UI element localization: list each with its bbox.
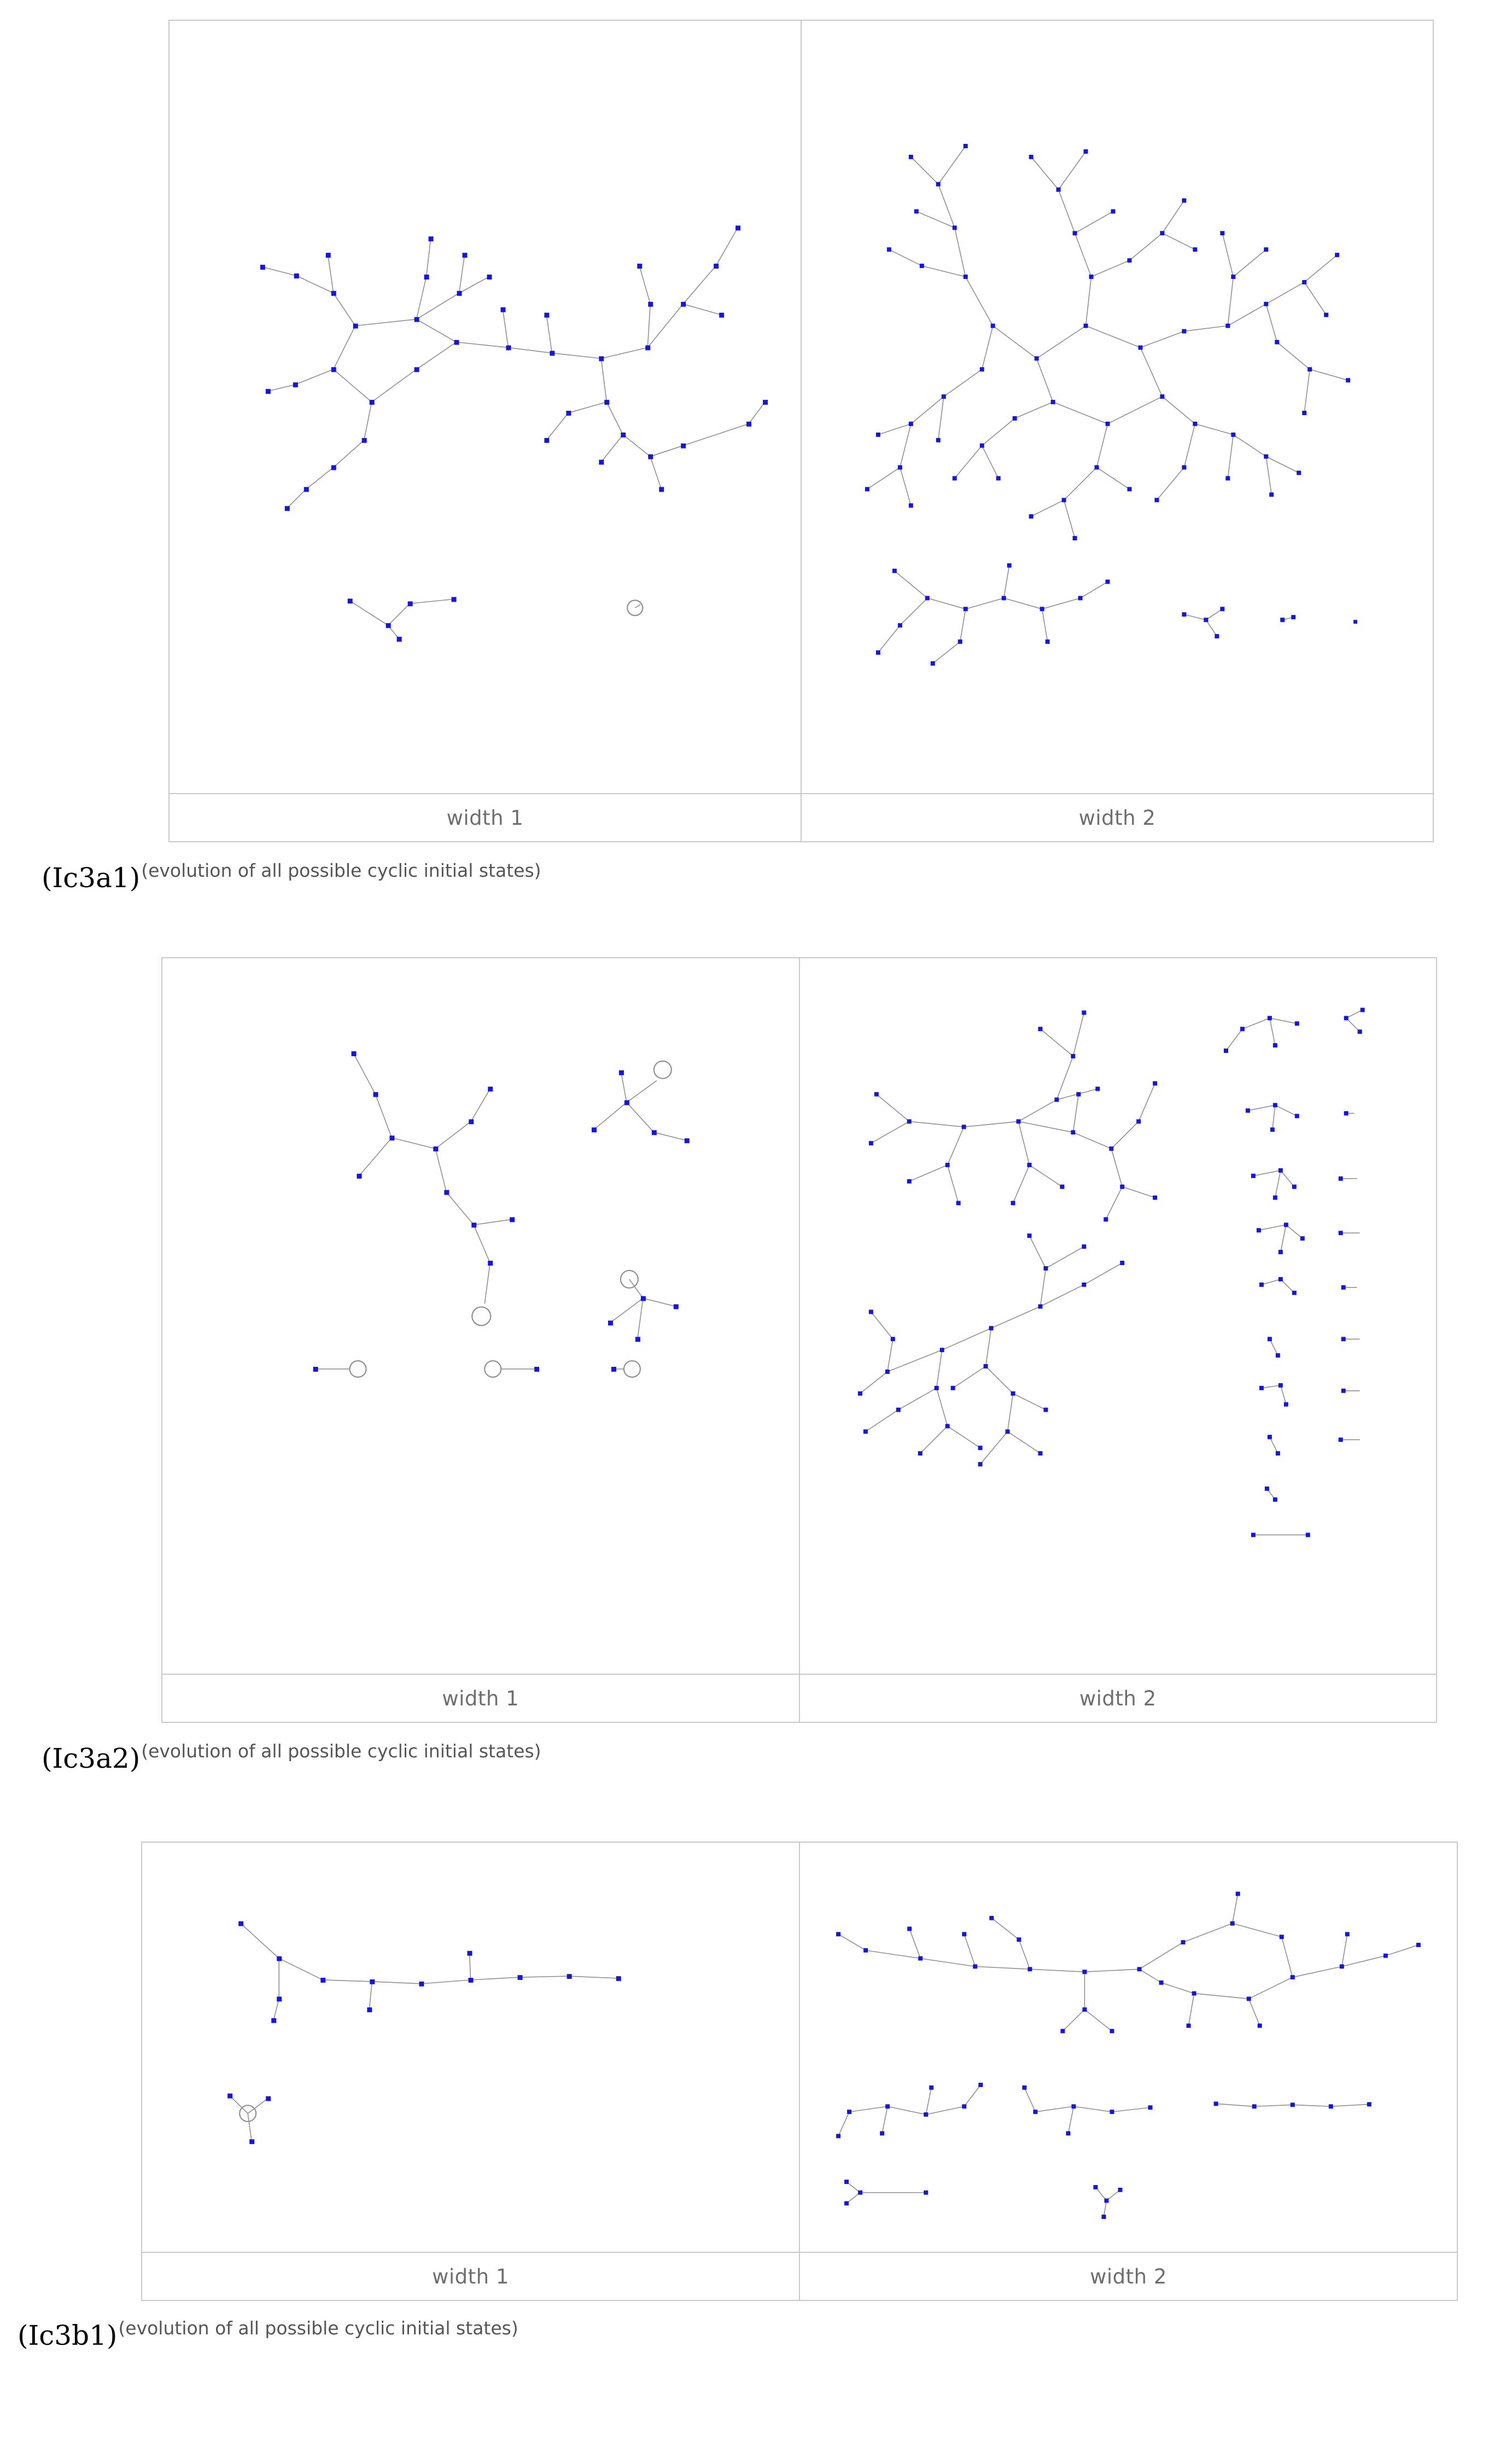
figure-block-ic3b1 <box>0 1827 1512 2464</box>
figure-panel-ic3a2 <box>161 957 1437 1723</box>
plot-ic3a2-width2 <box>799 958 1437 1674</box>
caption-tag-ic3b1: (Ic3b1) <box>17 2320 118 2351</box>
graph-ic3a2-width2 <box>800 958 1437 1674</box>
caption-note-ic3a1: (evolution of all possible cyclic initial states) <box>141 860 541 881</box>
column-label-width1-ic3b1: width 1 <box>432 2264 509 2288</box>
plot-ic3b1-width1 <box>142 1843 799 2252</box>
column-label-width1-ic3a2: width 1 <box>442 1686 519 1710</box>
plot-ic3a1-width1 <box>170 21 801 793</box>
plot-ic3b1-width2 <box>799 1843 1457 2252</box>
column-label-width2-ic3a2: width 2 <box>799 1675 1437 1722</box>
graph-ic3a1-width1 <box>170 21 801 793</box>
graph-ic3a1-width2 <box>802 21 1433 793</box>
graph-ic3a2-width1 <box>162 958 799 1674</box>
figure-block-ic3a2 <box>0 941 1512 1827</box>
caption-tag-ic3a1: (Ic3a1) <box>42 862 141 894</box>
caption-ic3a2 <box>42 1740 541 1774</box>
plot-ic3a2-width1 <box>162 958 799 1674</box>
column-label-width2-ic3b1: width 2 <box>799 2253 1457 2300</box>
column-label-width2-ic3a1: width 2 <box>801 794 1433 841</box>
figure-panel-ic3a1 <box>168 20 1434 842</box>
caption-ic3b1 <box>17 2317 518 2351</box>
figure-panel-ic3b1 <box>141 1842 1458 2301</box>
caption-tag-ic3a2: (Ic3a2) <box>42 1743 141 1774</box>
plot-ic3a1-width2 <box>801 21 1433 793</box>
caption-note-ic3a2: (evolution of all possible cyclic initial states) <box>141 1740 541 1762</box>
caption-note-ic3b1: (evolution of all possible cyclic initial states) <box>118 2317 518 2339</box>
column-label-width1-ic3a1: width 1 <box>446 806 524 830</box>
figure-block-ic3a1 <box>0 0 1512 941</box>
graph-ic3b1-width2 <box>800 1843 1457 2252</box>
caption-ic3a1 <box>42 860 541 894</box>
graph-ic3b1-width1 <box>142 1843 799 2252</box>
